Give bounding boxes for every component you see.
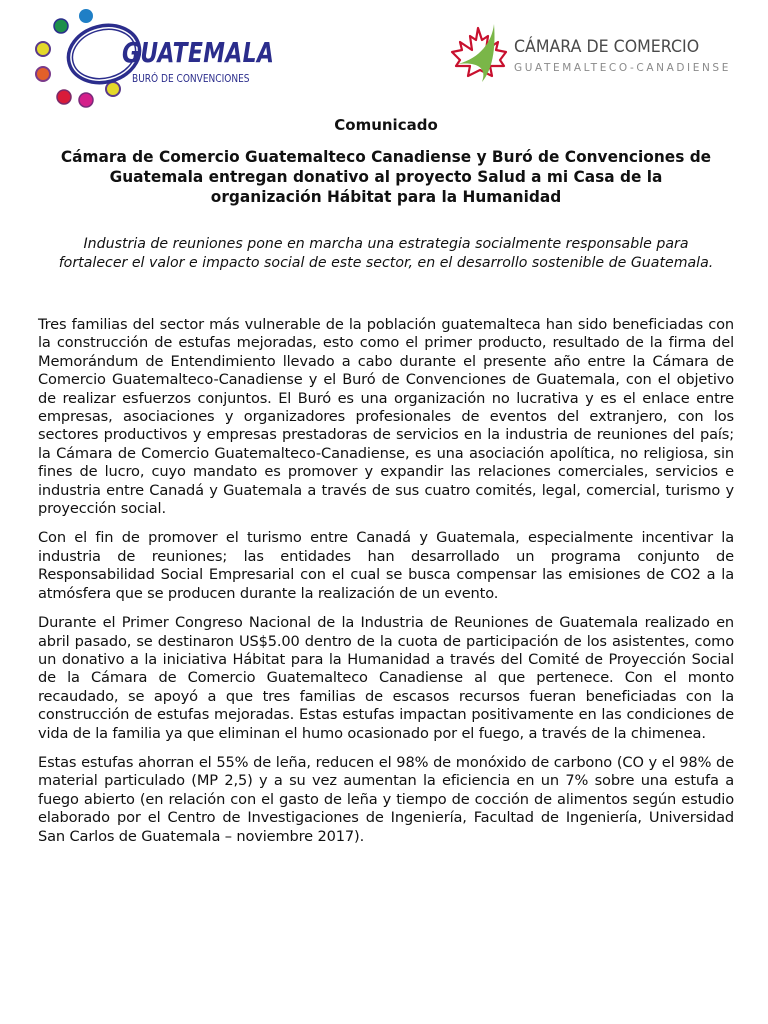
logo-subtitle: GUATEMALTECO-CANADIENSE — [514, 62, 731, 74]
logo-subtitle: BURÓ DE CONVENCIONES — [132, 72, 250, 85]
guatemala-convention-bureau-logo — [34, 4, 275, 109]
document-heading: Comunicado — [334, 116, 438, 134]
logo-dot-red — [57, 90, 71, 104]
logo-dot-yellow-2 — [106, 82, 120, 96]
maple-leaf-outline — [452, 28, 506, 76]
body-paragraph: Con el fin de promover el turismo entre Canadá y Guatemala, especialmente incentivar la industria de reuniones; las entidades han desarrollado un programa conjunto de Responsabilidad Social Empresarial con el cual se busca compensar las emisiones de CO2 a la atmósfera que se producen durante la realización de un evento. — [38, 529, 734, 602]
logo-title: CÁMARA DE COMERCIO — [514, 37, 700, 57]
logo-dot-blue — [79, 9, 93, 23]
logo-dot-magenta — [79, 93, 93, 107]
document-subtitle: Industria de reuniones pone en marcha una estrategia socialmente responsable para fortalecer el valor e impacto social de este sector, en el desarrollo sostenible de Guatemala. — [58, 235, 714, 271]
logo-wordmark: GUATEMALA — [122, 36, 275, 69]
body-paragraph: Estas estufas ahorran el 55% de leña, reducen el 98% de monóxido de carbono (CO y el 98% de material particulado (MP 2,5) y a su vez aumentan la eficiencia en un 7% sobre una estufa a fuego abierto (en relación con el gasto de leña y tiempo de cocción de alimentos según estudio elaborado por el Centro de Investigaciones de Ingeniería, Facultad de Ingeniería, Universidad San Carlos de Guatemala – noviembre 2017). — [38, 753, 734, 845]
body-paragraph: Durante el Primer Congreso Nacional de la Industria de Reuniones de Guatemala realizado en abril pasado, se destinaron US$5.00 dentro de la cuota de participación de los asistentes, como un donativo a la iniciativa Hábitat para la Humanidad a través del Comité de Proyección Social de la Cámara de Comercio Guatemalteco Canadiense al que pertenece. Con el monto recaudado, se apoyó a que tres familias de escasos recursos fueran beneficiadas con la construcción de estufas mejoradas. Estas estufas impactan positivamente en las condiciones de vida de la familia ya que eliminan el humo ocasionado por el fuego, a través de la chimenea. — [38, 614, 734, 742]
maple-leaf-icon — [448, 22, 512, 88]
press-release — [38, 116, 734, 846]
body-paragraph: Tres familias del sector más vulnerable de la población guatemalteca han sido beneficiadas con la construcción de estufas mejoradas, esto como el primer producto, resultado de la firma del Memorándum de Entendimiento llevado a cabo durante el presente año entre la Cámara de Comercio Guatemalteco-Canadiense y el Buró de Convenciones de Guatemala, con el objetivo de realizar esfuerzos conjuntos. El Buró es una organización no lucrativa y es el enlace entre empresas, asociaciones y organizadores profesionales de eventos del extranjero, con los sectores productivos y empresas prestadoras de servicios en la industria de reuniones del país; la Cámara de Comercio Guatemalteco-Canadiense, es una asociación apolítica, no religiosa, sin fines de lucro, cuyo mandato es promover y expandir las relaciones comerciales, servicios e industria entre Canadá y Guatemala a través de sus cuatro comités, legal, comercial, turismo y proyección social. — [38, 316, 734, 518]
logo-dot-orange — [36, 67, 50, 81]
logo-dot-green — [54, 19, 68, 33]
chamber-of-commerce-logo — [448, 22, 738, 88]
logo-dot-yellow — [36, 42, 50, 56]
document-headline: Cámara de Comercio Guatemalteco Canadiense y Buró de Convenciones de Guatemala entregan donativo al proyecto Salud a mi Casa de la organización Hábitat para la Humanidad — [60, 147, 712, 206]
